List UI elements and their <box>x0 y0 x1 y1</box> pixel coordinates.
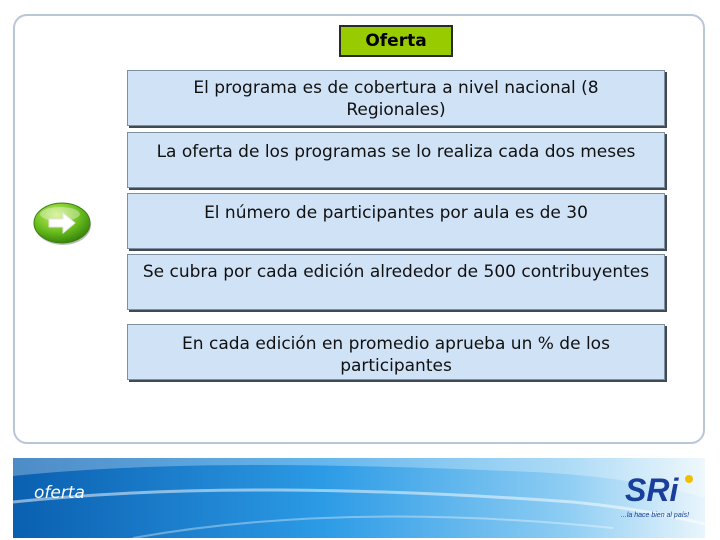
info-box-line: El número de participantes por aula es de 30 <box>204 203 588 223</box>
info-box-coverage <box>127 70 665 126</box>
info-box-contributors <box>127 254 665 310</box>
slide-title: Oferta <box>339 25 453 57</box>
info-box-line: En cada edición en promedio aprueba un % de los <box>182 334 610 354</box>
info-box-line: El programa es de cobertura a nivel nacional (8 <box>193 78 599 98</box>
footer-label: oferta <box>34 483 85 503</box>
info-box-participants <box>127 193 665 249</box>
info-box-frequency <box>127 132 665 188</box>
footer-banner <box>13 458 705 538</box>
info-box-line: Regionales) <box>346 100 446 120</box>
info-box-line: La oferta de los programas se lo realiza cada dos meses <box>156 142 636 162</box>
info-box-line: Se cubra por cada edición alrededor de 500 contribuyentes <box>142 262 650 282</box>
sri-logo <box>615 467 705 523</box>
info-box-approval <box>127 324 665 380</box>
next-button[interactable] <box>33 201 92 246</box>
footer-banner-graphic <box>13 458 705 538</box>
info-box-line: participantes <box>340 356 452 376</box>
sri-tagline: ...la hace bien al país! <box>621 512 690 519</box>
sri-logo-text: SRi <box>625 472 679 508</box>
sri-logo-graphic <box>615 467 705 523</box>
green-arrow-right-icon <box>33 201 92 246</box>
